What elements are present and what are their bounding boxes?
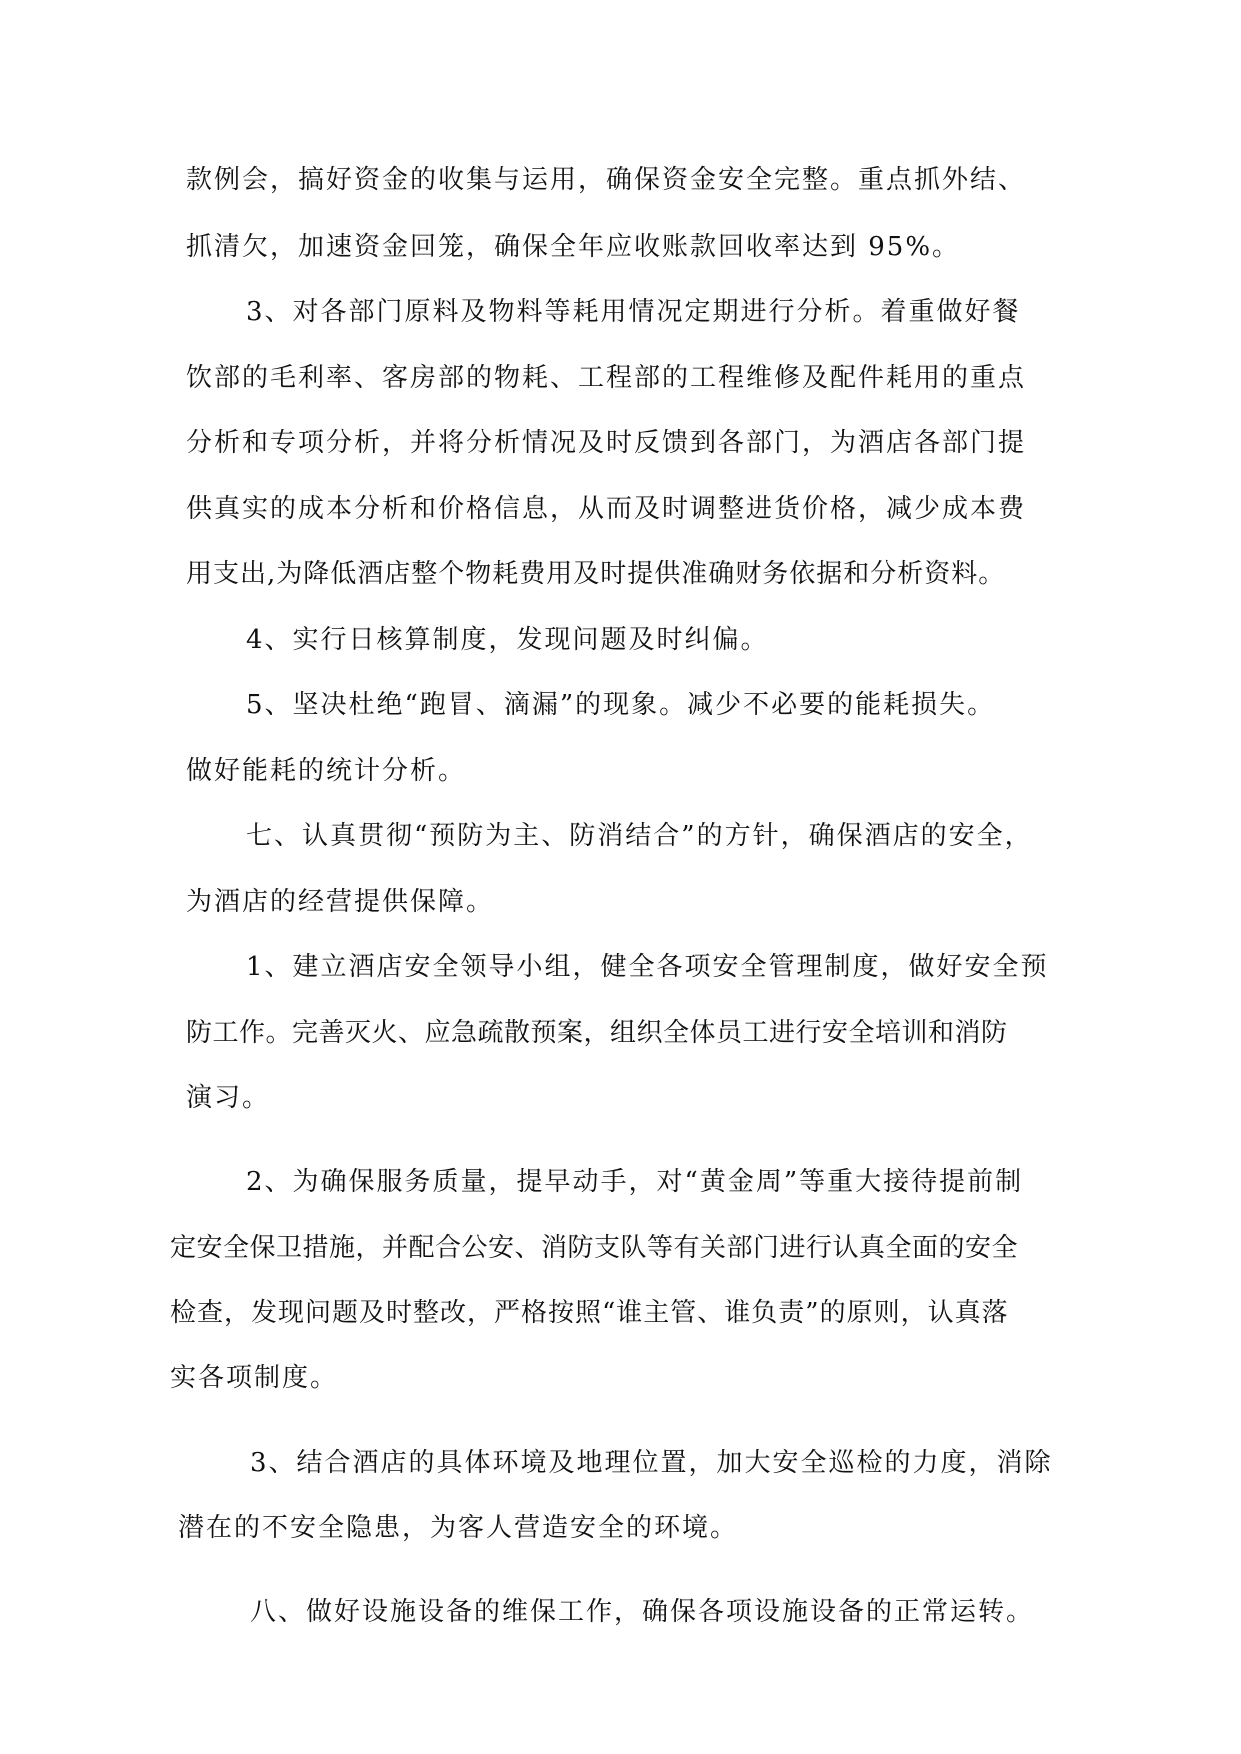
text-line-16: 2、为确保服务质量，提早动手，对“黄金周”等重大接待提前制	[246, 1167, 1024, 1197]
text-line-4: 饮部的毛利率、客房部的物耗、工程部的工程维修及配件耗用的重点	[186, 363, 1027, 393]
text-line-1: 款例会，搞好资金的收集与运用，确保资金安全完整。重点抓外结、	[186, 165, 1027, 195]
text-line-7: 用支出,为降低酒店整个物耗费用及时提供准确财务依据和分析资料。	[186, 559, 1006, 589]
text-line-3: 3、对各部门原料及物料等耗用情况定期进行分析。着重做好餐	[246, 297, 1021, 327]
text-line-17: 定安全保卫措施，并配合公安、消防支队等有关部门进行认真全面的安全	[170, 1233, 1019, 1263]
text-line-5: 分析和专项分析，并将分析情况及时反馈到各部门，为酒店各部门提	[186, 428, 1027, 458]
text-line-13: 1、建立酒店安全领导小组，健全各项安全管理制度，做好安全预	[246, 952, 1049, 982]
text-line-9: 5、坚决杜绝“跑冒、滴漏”的现象。减少不必要的能耗损失。	[246, 690, 996, 720]
text-line-10: 做好能耗的统计分析。	[186, 756, 467, 786]
text-line-8: 4、实行日核算制度，发现问题及时纠偏。	[246, 625, 769, 655]
text-line-20: 3、结合酒店的具体环境及地理位置，加大安全巡检的力度，消除	[250, 1448, 1053, 1478]
text-line-22: 八、做好设施设备的维保工作，确保各项设施设备的正常运转。	[250, 1597, 1035, 1627]
text-line-21: 潜在的不安全隐患，为客人营造安全的环境。	[178, 1513, 739, 1543]
text-line-11: 七、认真贯彻“预防为主、防消结合”的方针，确保酒店的安全，	[246, 821, 1033, 851]
text-line-2: 抓清欠，加速资金回笼，确保全年应收账款回收率达到 95%。	[186, 232, 961, 262]
text-line-14: 防工作。完善灭火、应急疏散预案，组织全体员工进行安全培训和消防	[186, 1018, 1008, 1048]
text-line-15: 演习。	[186, 1083, 271, 1113]
text-line-18: 检查，发现问题及时整改，严格按照“谁主管、谁负责”的原则，认真落	[170, 1298, 1009, 1328]
text-line-6: 供真实的成本分析和价格信息，从而及时调整进货价格，减少成本费	[186, 494, 1027, 524]
text-line-19: 实各项制度。	[170, 1363, 339, 1393]
text-line-12: 为酒店的经营提供保障。	[186, 887, 495, 917]
